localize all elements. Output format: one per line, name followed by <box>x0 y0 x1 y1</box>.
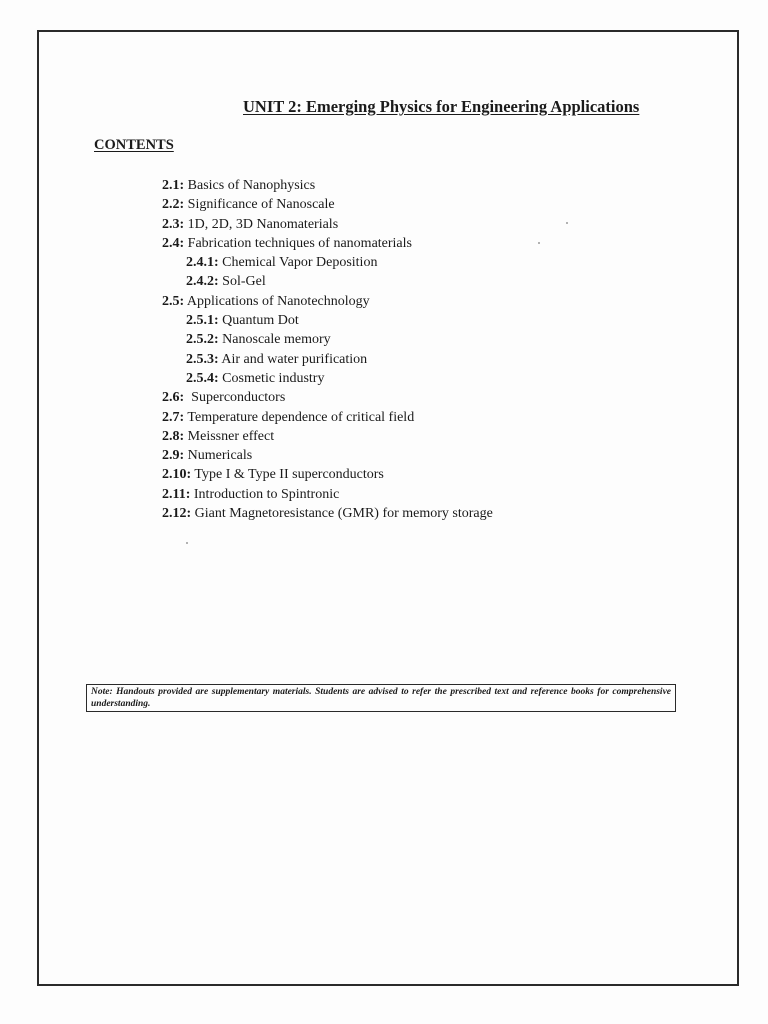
scan-speck <box>538 242 540 244</box>
toc-item <box>162 427 493 446</box>
toc-item-title: Quantum Dot <box>218 313 299 329</box>
toc-item-title: 1D, 2D, 3D Nanomaterials <box>184 216 339 232</box>
toc-item-number: 2.4.1: <box>186 255 219 271</box>
toc-item-title: Giant Magnetoresistance (GMR) for memory storage <box>191 506 493 522</box>
scan-speck <box>186 542 188 544</box>
scan-speck <box>566 222 568 224</box>
toc-item-number: 2.5.1: <box>186 313 219 329</box>
toc-item <box>162 215 493 234</box>
toc-item-number: 2.1: <box>162 178 185 193</box>
toc-item <box>162 369 493 388</box>
toc-item <box>162 350 493 369</box>
toc-item <box>162 446 493 465</box>
toc-item-number: 2.11: <box>162 486 191 502</box>
toc-item-number: 2.6: <box>162 390 185 406</box>
toc-item-number: 2.5.3: <box>186 351 219 367</box>
toc-item-title: Temperature dependence of critical field <box>184 409 415 425</box>
table-of-contents <box>162 176 493 523</box>
note-box: Note: Handouts provided are supplementary materials. Students are advised to refer the prescribed text and reference books for comprehensive understanding. <box>86 684 676 712</box>
toc-item <box>162 176 493 195</box>
unit-title: UNIT 2: Emerging Physics for Engineering Applications <box>243 97 640 116</box>
toc-item <box>162 292 493 311</box>
toc-item-title: Air and water purification <box>218 351 368 367</box>
toc-item-title: Introduction to Spintronic <box>190 486 340 502</box>
toc-item <box>162 311 493 330</box>
toc-item-title: Cosmetic industry <box>218 370 325 386</box>
toc-item-number: 2.4.2: <box>186 274 219 290</box>
toc-item-title: Type I & Type II superconductors <box>191 467 384 483</box>
toc-item <box>162 388 493 407</box>
toc-item-number: 2.5.4: <box>186 370 219 386</box>
toc-item <box>162 465 493 484</box>
toc-item-title: Chemical Vapor Deposition <box>218 255 378 271</box>
toc-item-number: 2.7: <box>162 409 185 425</box>
toc-item <box>162 330 493 349</box>
toc-item <box>162 408 493 427</box>
toc-item-number: 2.5: <box>162 293 185 309</box>
toc-item-number: 2.3: <box>162 216 185 232</box>
toc-item-number: 2.9: <box>162 448 185 464</box>
toc-item-title: Significance of Nanoscale <box>184 197 335 213</box>
toc-item-number: 2.10: <box>162 467 192 483</box>
toc-item-title: Meissner effect <box>184 428 275 444</box>
toc-item-number: 2.4: <box>162 235 185 251</box>
toc-item <box>162 485 493 504</box>
toc-item-title: Applications of Nanotechnology <box>184 293 370 309</box>
toc-item-title: Sol-Gel <box>218 274 266 290</box>
toc-item-number: 2.5.2: <box>186 332 219 348</box>
toc-item-number: 2.2: <box>162 197 185 213</box>
toc-item-title: Nanoscale memory <box>218 332 331 348</box>
toc-item-number: 2.8: <box>162 428 185 444</box>
toc-item <box>162 253 493 272</box>
toc-item-title: Numericals <box>184 448 253 464</box>
toc-item-title: Superconductors <box>184 390 286 406</box>
toc-item-title: Basics of Nanophysics <box>184 178 316 193</box>
toc-item-number: 2.12: <box>162 506 192 522</box>
toc-item <box>162 195 493 214</box>
toc-item <box>162 272 493 291</box>
toc-item <box>162 504 493 523</box>
toc-item <box>162 234 493 253</box>
toc-item-title: Fabrication techniques of nanomaterials <box>184 235 412 251</box>
contents-heading: CONTENTS <box>94 137 174 153</box>
